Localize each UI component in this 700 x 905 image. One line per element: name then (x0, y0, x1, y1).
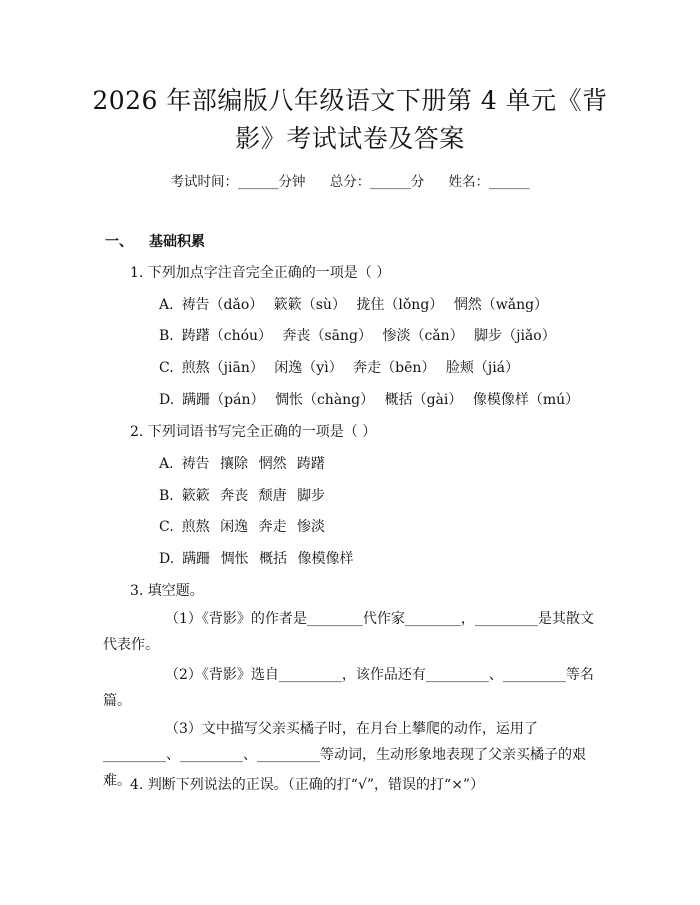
q1-option-a (159, 294, 548, 314)
q1-option-b (159, 325, 556, 345)
question-4: 4. 判断下列说法的正误。（正确的打“√”，错误的打“×”） (130, 777, 485, 793)
question-3: 3. 填空题。 (130, 583, 204, 599)
q1-option-d (159, 389, 579, 409)
option-text: 祷告（dǎo） 簌簌（sù） 拢住（lǒng） 惘然（wǎng） (181, 297, 549, 313)
option-text: 蹒跚 惆怅 概括 像模像样 (182, 551, 354, 567)
exam-name: 姓名：______ (448, 174, 530, 190)
option-letter: A. (159, 297, 174, 313)
exam-meta (0, 170, 700, 190)
exam-score: 总分：______分 (329, 174, 425, 190)
option-letter: C. (159, 360, 174, 376)
page-title (60, 82, 640, 158)
option-text: 蹒跚（pán） 惆怅（chàng） 概括（gài） 像模像样（mú） (182, 392, 580, 408)
option-text: 簌簌 奔丧 颓唐 脚步 (181, 488, 326, 504)
option-letter: B. (159, 488, 174, 504)
option-letter: A. (159, 456, 174, 472)
q3-item-3: （3）文中描写父亲买橘子时，在月台上攀爬的动作，运用了_________、_________、_________等动词，生动形象地表现了父亲买橘子的艰难。 (103, 721, 586, 789)
option-text: 祷告 攘除 惘然 踌躇 (181, 456, 325, 472)
option-text: 煎熬（jiān） 闲逸（yì） 奔走（bēn） 脸颊（jiá） (181, 360, 520, 376)
option-letter: B. (159, 328, 174, 344)
section-heading (105, 231, 205, 251)
option-text: 踌躇（chóu） 奔丧（sāng） 惨淡（cǎn） 脚步（jiǎo） (181, 328, 556, 344)
section-title: 基础积累 (149, 234, 205, 250)
title-line-2: 影》考试试卷及答案 (235, 124, 465, 153)
q2-option-d (159, 548, 354, 568)
section-number: 一、 (105, 234, 133, 250)
q3-item-1: （1）《背影》的作者是________代作家________，_________是其散文代表作。 (103, 611, 594, 653)
title-line-1: 2026 年部编版八年级语文下册第 4 单元《背 (92, 86, 608, 115)
option-letter: D. (159, 551, 175, 567)
question-1: 1. 下列加点字注音完全正确的一项是（ ） (130, 265, 391, 281)
q2-option-c (159, 516, 325, 536)
q1-option-c (159, 357, 519, 377)
exam-time: 考试时间：______分钟 (170, 174, 306, 190)
option-letter: D. (159, 392, 175, 408)
option-text: 煎熬 闲逸 奔走 惨淡 (181, 519, 326, 535)
q2-option-b (159, 485, 325, 505)
q2-option-a (159, 453, 325, 473)
q3-item-2: （2）《背影》选自_________，该作品还有_________、_________等名篇。 (103, 667, 594, 709)
question-2: 2. 下列词语书写完全正确的一项是（ ） (130, 424, 377, 440)
option-letter: C. (159, 519, 174, 535)
